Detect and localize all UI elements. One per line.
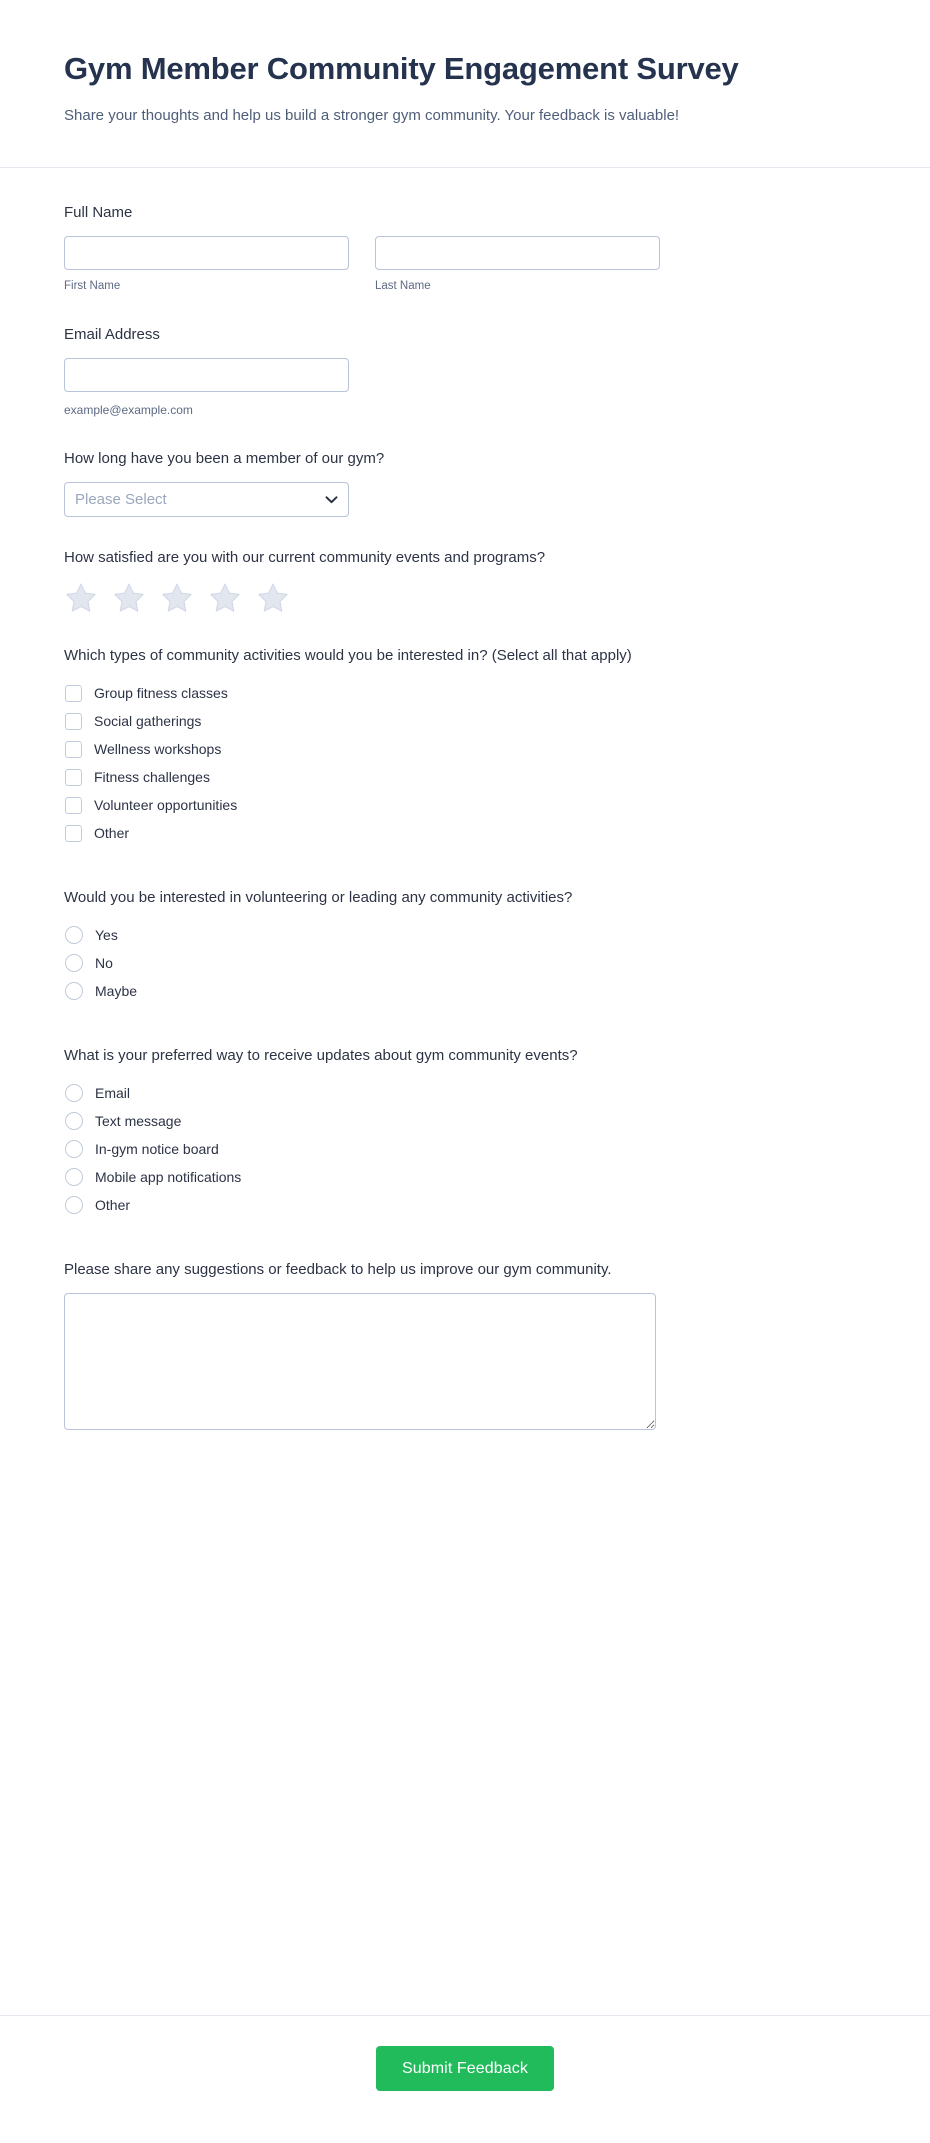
radio-option[interactable] [64,1107,866,1135]
satisfaction-label: How satisfied are you with our current community events and programs? [64,549,546,566]
membership-length-select-wrap [64,482,349,517]
suggestions-label: Please share any suggestions or feedback to help us improve our gym community. [64,1261,612,1278]
radio-label: Maybe [95,983,138,999]
form-header [0,0,930,168]
radio-icon[interactable] [65,1112,83,1130]
star-icon[interactable] [64,581,98,615]
email-input[interactable] [64,358,349,392]
first-name-input[interactable] [64,236,349,270]
checkbox-icon[interactable] [65,797,82,814]
radio-label: Other [95,1197,131,1213]
checkbox-option[interactable] [64,707,866,735]
form-body [0,168,930,1993]
field-updates [64,1045,866,1219]
checkbox-option[interactable] [64,735,866,763]
radio-option[interactable] [64,949,866,977]
radio-label: No [95,955,113,971]
radio-option[interactable] [64,921,866,949]
checkbox-icon[interactable] [65,685,82,702]
updates-radio-group [64,1079,866,1219]
email-hint: example@example.com [64,403,193,417]
last-name-input[interactable] [375,236,660,270]
last-name-col [375,236,660,294]
field-activities [64,645,866,847]
updates-label: What is your preferred way to receive updates about gym community events? [64,1047,578,1064]
membership-length-label: How long have you been a member of our gym? [64,450,385,467]
star-icon[interactable] [208,581,242,615]
full-name-inputs [64,236,866,294]
checkbox-label: Volunteer opportunities [94,797,238,813]
field-full-name [64,202,866,294]
checkbox-option[interactable] [64,819,866,847]
field-satisfaction [64,547,866,615]
checkbox-option[interactable] [64,791,866,819]
volunteering-label: Would you be interested in volunteering or leading any community activities? [64,889,573,906]
suggestions-textarea[interactable] [64,1293,656,1430]
radio-option[interactable] [64,1079,866,1107]
radio-label: In-gym notice board [95,1141,219,1157]
checkbox-label: Wellness workshops [94,741,222,757]
radio-icon[interactable] [65,926,83,944]
volunteering-radio-group [64,921,866,1005]
field-email [64,324,866,418]
radio-label: Text message [95,1113,182,1129]
star-icon[interactable] [112,581,146,615]
email-label: Email Address [64,326,160,343]
first-name-sublabel: First Name [64,280,121,292]
field-suggestions [64,1259,866,1430]
checkbox-option[interactable] [64,679,866,707]
radio-label: Email [95,1085,131,1101]
radio-label: Mobile app notifications [95,1169,242,1185]
checkbox-option[interactable] [64,763,866,791]
radio-icon[interactable] [65,982,83,1000]
checkbox-icon[interactable] [65,825,82,842]
radio-option[interactable] [64,977,866,1005]
page-subtitle: Share your thoughts and help us build a stronger gym community. Your feedback is valuable! [64,107,680,124]
radio-icon[interactable] [65,1168,83,1186]
field-membership-length [64,448,866,517]
page-title: Gym Member Community Engagement Survey [64,51,739,86]
checkbox-icon[interactable] [65,741,82,758]
checkbox-label: Other [94,825,130,841]
full-name-label: Full Name [64,204,133,221]
radio-label: Yes [95,927,118,943]
checkbox-icon[interactable] [65,769,82,786]
activities-checkbox-group [64,679,866,847]
radio-icon[interactable] [65,1084,83,1102]
submit-feedback-button[interactable]: Submit Feedback [376,2046,554,2091]
first-name-col [64,236,349,294]
form-footer [0,2015,930,2143]
radio-icon[interactable] [65,1196,83,1214]
star-icon[interactable] [256,581,290,615]
membership-length-selected-value: Please Select [75,491,167,508]
checkbox-label: Social gatherings [94,713,202,729]
radio-option[interactable] [64,1135,866,1163]
activities-label: Which types of community activities would you be interested in? (Select all that apply) [64,647,632,664]
checkbox-label: Fitness challenges [94,769,210,785]
last-name-sublabel: Last Name [375,280,431,292]
field-volunteering [64,887,866,1005]
radio-icon[interactable] [65,954,83,972]
checkbox-icon[interactable] [65,713,82,730]
membership-length-select[interactable] [64,482,349,517]
checkbox-label: Group fitness classes [94,685,228,701]
radio-option[interactable] [64,1191,866,1219]
satisfaction-star-rating[interactable] [64,581,866,615]
radio-option[interactable] [64,1163,866,1191]
star-icon[interactable] [160,581,194,615]
radio-icon[interactable] [65,1140,83,1158]
email-col [64,358,349,418]
